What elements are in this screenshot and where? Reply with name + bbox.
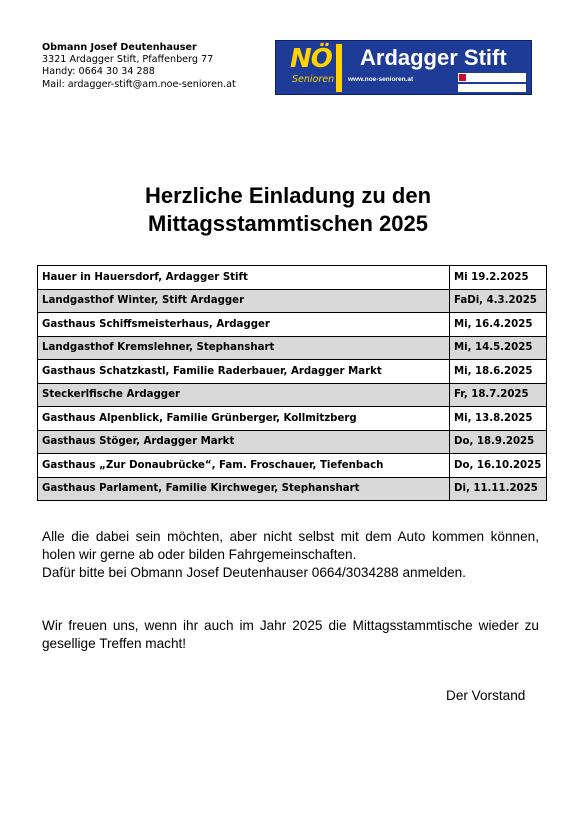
event-date: Di, 11.11.2025	[450, 477, 547, 501]
noe-mark-text: NÖ	[290, 44, 332, 74]
event-place: Gasthaus Stöger, Ardagger Markt	[38, 430, 450, 454]
event-place: Gasthaus Schiffsmeisterhaus, Ardagger	[38, 313, 450, 337]
transport-paragraph	[42, 528, 539, 582]
page-title	[0, 182, 576, 238]
event-date: FaDi, 4.3.2025	[450, 289, 547, 313]
logo-url: www.noe-senioren.at	[348, 76, 414, 83]
logo-title: Ardagger Stift	[360, 45, 507, 70]
registration-text: Dafür bitte bei Obmann Josef Deutenhauser 0664/3034288 anmelden.	[42, 565, 466, 580]
event-date: Mi, 16.4.2025	[450, 313, 547, 337]
event-place: Gasthaus „Zur Donaubrücke“, Fam. Froschauer, Tiefenbach	[38, 454, 450, 478]
table-row	[38, 289, 547, 313]
table-row	[38, 266, 547, 290]
event-place: Landgasthof Winter, Stift Ardagger	[38, 289, 450, 313]
event-date: Mi 19.2.2025	[450, 266, 547, 290]
event-date: Fr, 18.7.2025	[450, 383, 547, 407]
event-date: Mi, 14.5.2025	[450, 336, 547, 360]
transport-text: Alle die dabei sein möchten, aber nicht selbst mit dem Auto kommen können, holen wir gerne ab oder bilden Fahrgemeinschaften.	[42, 529, 539, 562]
table-row	[38, 360, 547, 384]
table-row	[38, 336, 547, 360]
event-place: Landgasthof Kremslehner, Stephanshart	[38, 336, 450, 360]
seal-icon	[458, 84, 526, 92]
table-row	[38, 407, 547, 431]
table-row	[38, 454, 547, 478]
event-place: Steckerlfische Ardagger	[38, 383, 450, 407]
sender-block	[42, 42, 236, 91]
event-place: Gasthaus Alpenblick, Familie Grünberger, Kollmitzberg	[38, 407, 450, 431]
sender-phone: Handy: 0664 30 34 288	[42, 66, 155, 78]
title-line-2: Mittagsstammtischen 2025	[148, 211, 428, 236]
table-row	[38, 383, 547, 407]
event-date: Mi, 18.6.2025	[450, 360, 547, 384]
events-table	[37, 265, 547, 501]
signature: Der Vorstand	[446, 688, 526, 703]
event-place: Gasthaus Parlament, Familie Kirchweger, Stephanshart	[38, 477, 450, 501]
sender-mail: Mail: ardagger-stift@am.noe-senioren.at	[42, 78, 236, 90]
table-row	[38, 477, 547, 501]
noe-mark-sub: Senioren	[292, 74, 335, 85]
table-row	[38, 313, 547, 337]
event-date: Mi, 13.8.2025	[450, 407, 547, 431]
coat-of-arms-icon	[458, 73, 526, 82]
table-row	[38, 430, 547, 454]
logo-divider	[336, 44, 342, 92]
sender-address: 3321 Ardagger Stift, Pfaffenberg 77	[42, 54, 214, 66]
event-place: Gasthaus Schatzkastl, Familie Raderbauer, Ardagger Markt	[38, 360, 450, 384]
sender-name: Obmann Josef Deutenhauser	[42, 42, 197, 53]
title-line-1: Herzliche Einladung zu den	[144, 183, 432, 208]
event-place: Hauer in Hauersdorf, Ardagger Stift	[38, 266, 450, 290]
closing-paragraph: Wir freuen uns, wenn ihr auch im Jahr 2025 die Mittagsstammtische wieder zu gesellige Treffen macht!	[42, 618, 539, 651]
organization-logo	[275, 40, 532, 95]
event-date: Do, 16.10.2025	[450, 454, 547, 478]
event-date: Do, 18.9.2025	[450, 430, 547, 454]
